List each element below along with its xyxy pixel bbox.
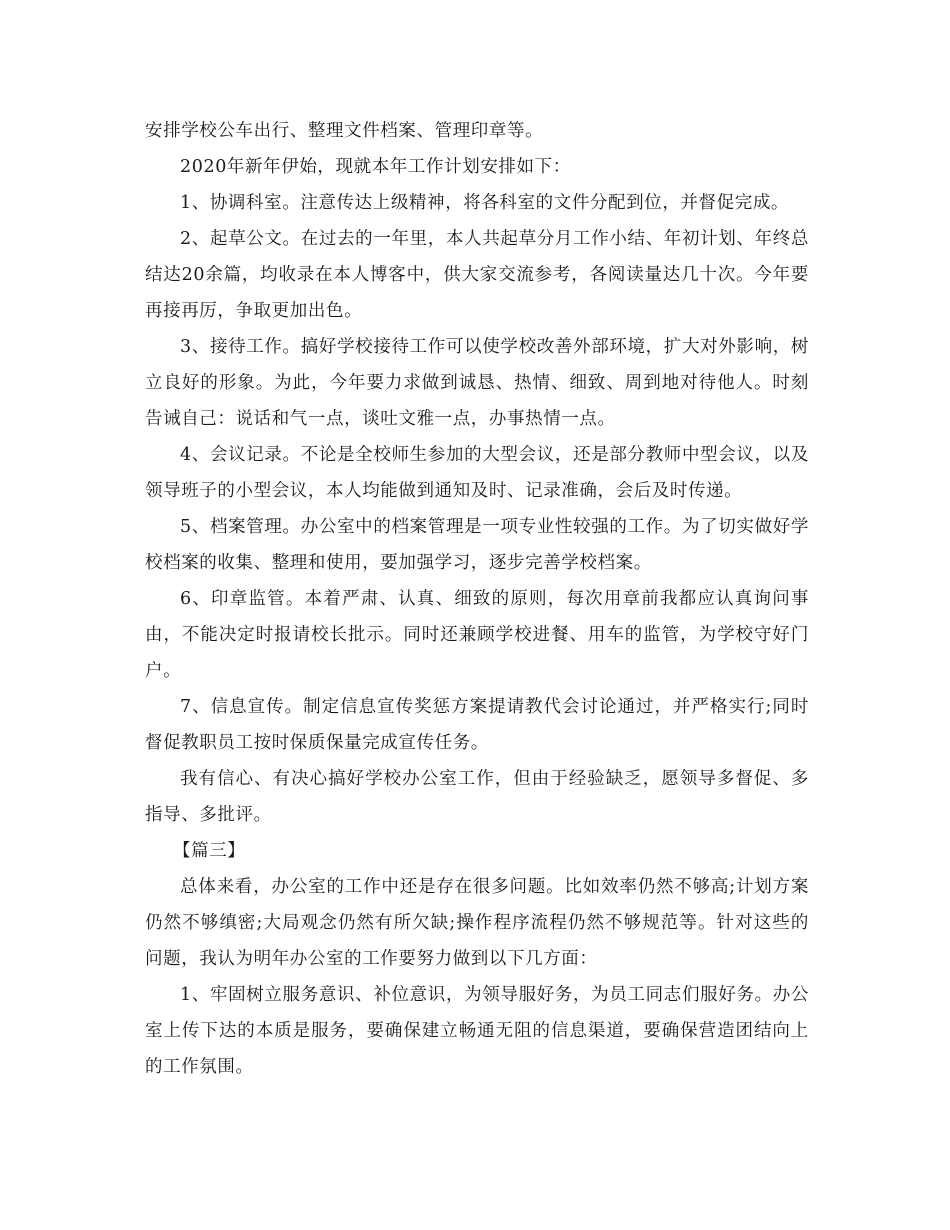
paragraph-item-1: 1、协调科室。注意传达上级精神，将各科室的文件分配到位，并督促完成。 xyxy=(180,193,790,213)
paragraph-item-4: 4、会议记录。不论是全校师生参加的大型会议，还是部分教师中型会议，以及领导班子的小型会议，本人均能做到通知及时、记录准确，会后及时传递。 xyxy=(145,445,809,501)
paragraph-item-3: 3、接待工作。搞好学校接待工作可以使学校改善外部环境，扩大对外影响，树立良好的形象。为此，今年要力求做到诚恳、热情、细致、周到地对待他人。时刻告诫自己：说话和气一点，谈吐文雅一点，办事热情一点。 xyxy=(145,337,809,429)
paragraph-continuation: 安排学校公车出行、整理文件档案、管理印章等。 xyxy=(145,121,544,141)
document-body xyxy=(145,113,809,1085)
paragraph-plan-1: 1、牢固树立服务意识、补位意识，为领导服好务，为员工同志们服好务。办公室上传下达的本质是服务，要确保建立畅通无阻的信息渠道，要确保营造团结向上的工作氛围。 xyxy=(145,985,809,1077)
paragraph-item-2: 2、起草公文。在过去的一年里，本人共起草分月工作小结、年初计划、年终总结达20余篇，均收录在本人博客中，供大家交流参考，各阅读量达几十次。今年要再接再厉，争取更加出色。 xyxy=(145,229,809,321)
paragraph-closing: 我有信心、有决心搞好学校办公室工作，但由于经验缺乏，愿领导多督促、多指导、多批评。 xyxy=(145,769,809,825)
paragraph-item-5: 5、档案管理。办公室中的档案管理是一项专业性较强的工作。为了切实做好学校档案的收集、整理和使用，要加强学习，逐步完善学校档案。 xyxy=(145,517,809,573)
paragraph-item-7: 7、信息宣传。制定信息宣传奖惩方案提请教代会讨论通过，并严格实行;同时督促教职员工按时保质保量完成宣传任务。 xyxy=(145,697,809,753)
paragraph-intro: 2020年新年伊始，现就本年工作计划安排如下： xyxy=(180,157,571,177)
section-heading: 【篇三】 xyxy=(173,841,246,861)
paragraph-summary: 总体来看，办公室的工作中还是存在很多问题。比如效率仍然不够高;计划方案仍然不够缜密;大局观念仍然有所欠缺;操作程序流程仍然不够规范等。针对这些的问题，我认为明年办公室的工作要努力做到以下几方面： xyxy=(145,877,809,969)
paragraph-item-6: 6、印章监管。本着严肃、认真、细致的原则，每次用章前我都应认真询问事由，不能决定时报请校长批示。同时还兼顾学校进餐、用车的监管，为学校守好门户。 xyxy=(145,589,809,681)
